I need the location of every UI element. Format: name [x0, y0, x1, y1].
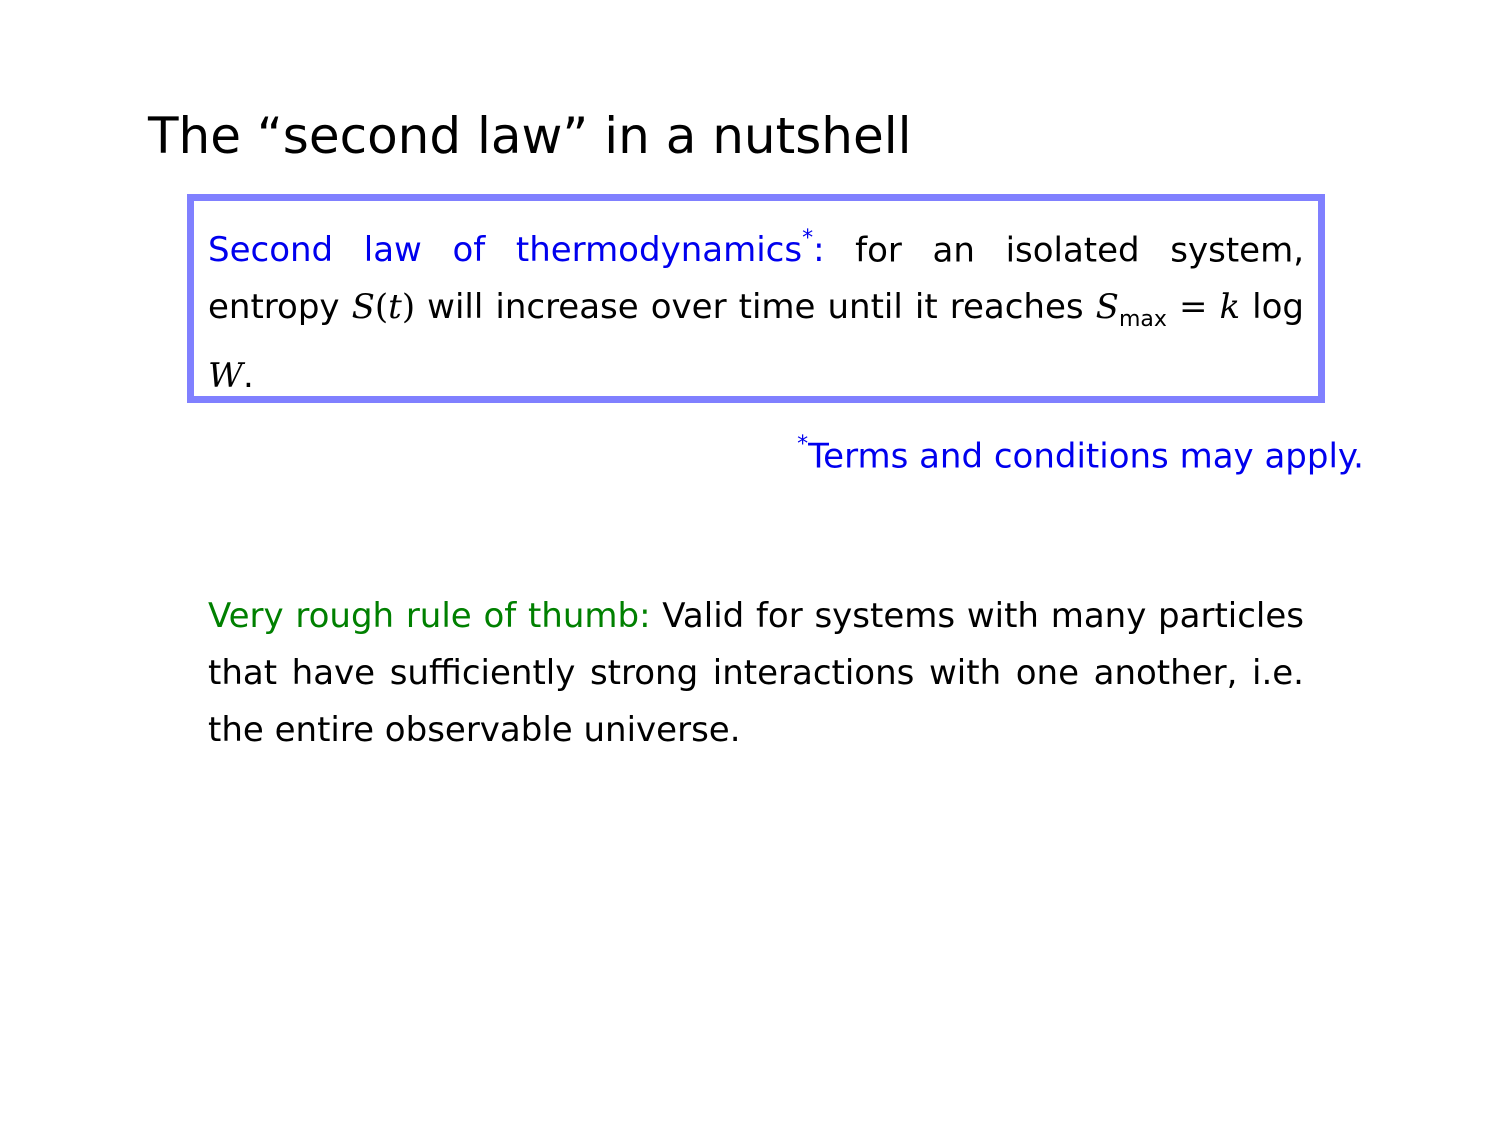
second-law-text-1: for an isolated system, entropy — [208, 230, 1304, 328]
second-law-lead-text: Second law of thermodynamics — [208, 230, 803, 271]
second-law-text-2: will increase over time until it reaches — [415, 287, 1096, 328]
rule-of-thumb — [208, 588, 1304, 759]
smax-symbol: S — [1095, 287, 1119, 328]
paren-open: ( — [374, 287, 389, 328]
k-symbol: k — [1219, 287, 1241, 328]
footnote-text: Terms and conditions may apply. — [808, 436, 1364, 477]
footnote — [797, 420, 1364, 485]
end-period: . — [242, 356, 254, 397]
rule-of-thumb-body: Valid for systems with many particles that have sufficiently strong interactions with one another, i.e. the entire observable universe. — [208, 596, 1304, 750]
rule-of-thumb-lead: Very rough rule of thumb: — [208, 596, 651, 636]
second-law-statement — [208, 214, 1304, 405]
log-word: log — [1240, 287, 1305, 328]
smax-subscript: max — [1118, 307, 1167, 333]
second-law-lead — [208, 226, 825, 271]
footnote-marker: * — [797, 432, 809, 457]
time-variable: t — [388, 287, 402, 328]
w-symbol: W — [208, 356, 243, 397]
paren-close: ) — [401, 287, 416, 328]
second-law-lead-colon: : — [813, 230, 825, 271]
second-law-footnote-marker: * — [802, 226, 814, 251]
slide-title: The “second law” in a nutshell — [148, 107, 912, 165]
entropy-symbol: S — [351, 287, 375, 328]
equals-sign: = — [1166, 287, 1220, 328]
